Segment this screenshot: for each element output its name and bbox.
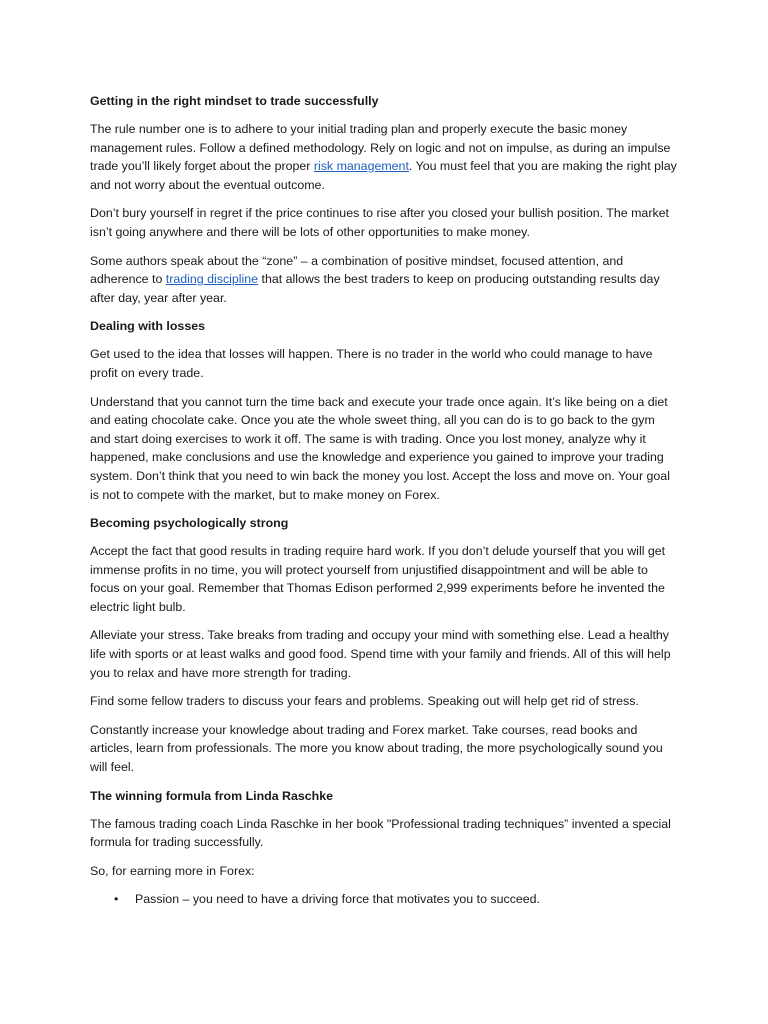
heading-psychologically-strong: Becoming psychologically strong <box>90 516 289 531</box>
paragraph-text: The rule number one is to adhere to your initial trading plan and properly execute the basic money management rules. Follow a defined methodology. Rely on logic and not on impulse, as during an impulse trade you’ll likely forget about the proper <box>90 122 671 174</box>
list-item-text: Passion – you need to have a driving force that motivates you to succeed. <box>135 892 541 907</box>
paragraph-text: Some authors speak about the “zone” – a combination of positive mindset, focused attention, and adherence to <box>90 253 624 287</box>
paragraph-earning-more: So, for earning more in Forex: <box>90 863 255 878</box>
paragraph-fellow-traders: Find some fellow traders to discuss your fears and problems. Speaking out will help get rid of stress. <box>90 694 639 709</box>
paragraph-regret: Don’t bury yourself in regret if the price continues to rise after you closed your bullish position. The market isn’t going anywhere and there will be lots of other opportunities to make money. <box>90 206 669 239</box>
paragraph-zone <box>90 252 678 308</box>
paragraph-text: that allows the best traders to keep on producing outstanding results day after day, year after year. <box>90 272 660 305</box>
paragraph-time-back: Understand that you cannot turn the time back and execute your trade once again. It’s like being on a diet and eating chocolate cake. Once you ate the whole sweet thing, all you can do is to go back to the gym and start doing exercises to work it off. The same is with trading. Once you lost money, analyze why it happened, make conclusions and use the knowledge and experience you gained to improve your trading system. Don’t think that you need to win back the money you lost. Accept the loss and move on. Your goal is not to compete with the market, but to make money on Forex. <box>90 394 670 502</box>
heading-dealing-with-losses: Dealing with losses <box>90 319 205 334</box>
paragraph-trading-plan <box>90 120 678 194</box>
link-trading-discipline[interactable]: trading discipline <box>165 272 259 287</box>
list-item <box>114 890 678 909</box>
paragraph-linda-raschke: The famous trading coach Linda Raschke in her book "Professional trading techniques” invented a special formula for trading successfully. <box>90 816 671 850</box>
bullet-list <box>90 890 678 909</box>
heading-winning-formula: The winning formula from Linda Raschke <box>90 788 334 803</box>
link-risk-management[interactable]: risk management <box>313 159 409 174</box>
bullet-marker: • <box>114 892 119 907</box>
paragraph-hard-work: Accept the fact that good results in trading require hard work. If you don’t delude yourself that you will get immense profits in no time, you will protect yourself from unjustified disappointment and will be able to focus on your goal. Remember that Thomas Edison performed 2,999 experiments before he invented the electric light bulb. <box>90 544 666 614</box>
paragraph-losses-happen: Get used to the idea that losses will happen. There is no trader in the world who could manage to have profit on every trade. <box>90 347 653 380</box>
paragraph-knowledge: Constantly increase your knowledge about trading and Forex market. Take courses, read books and articles, learn from professionals. The more you know about trading, the more psychologically sound you will feel. <box>90 722 663 775</box>
paragraph-stress: Alleviate your stress. Take breaks from trading and occupy your mind with something else. Lead a healthy life with sports or at least walks and good food. Spend time with your family and friends. All of this will help you to relax and have more strength for trading. <box>90 628 671 680</box>
heading-mindset: Getting in the right mindset to trade successfully <box>90 94 379 108</box>
paragraph-text: . You must feel that you are making the right play and not worry about the eventual outcome. <box>90 159 677 192</box>
